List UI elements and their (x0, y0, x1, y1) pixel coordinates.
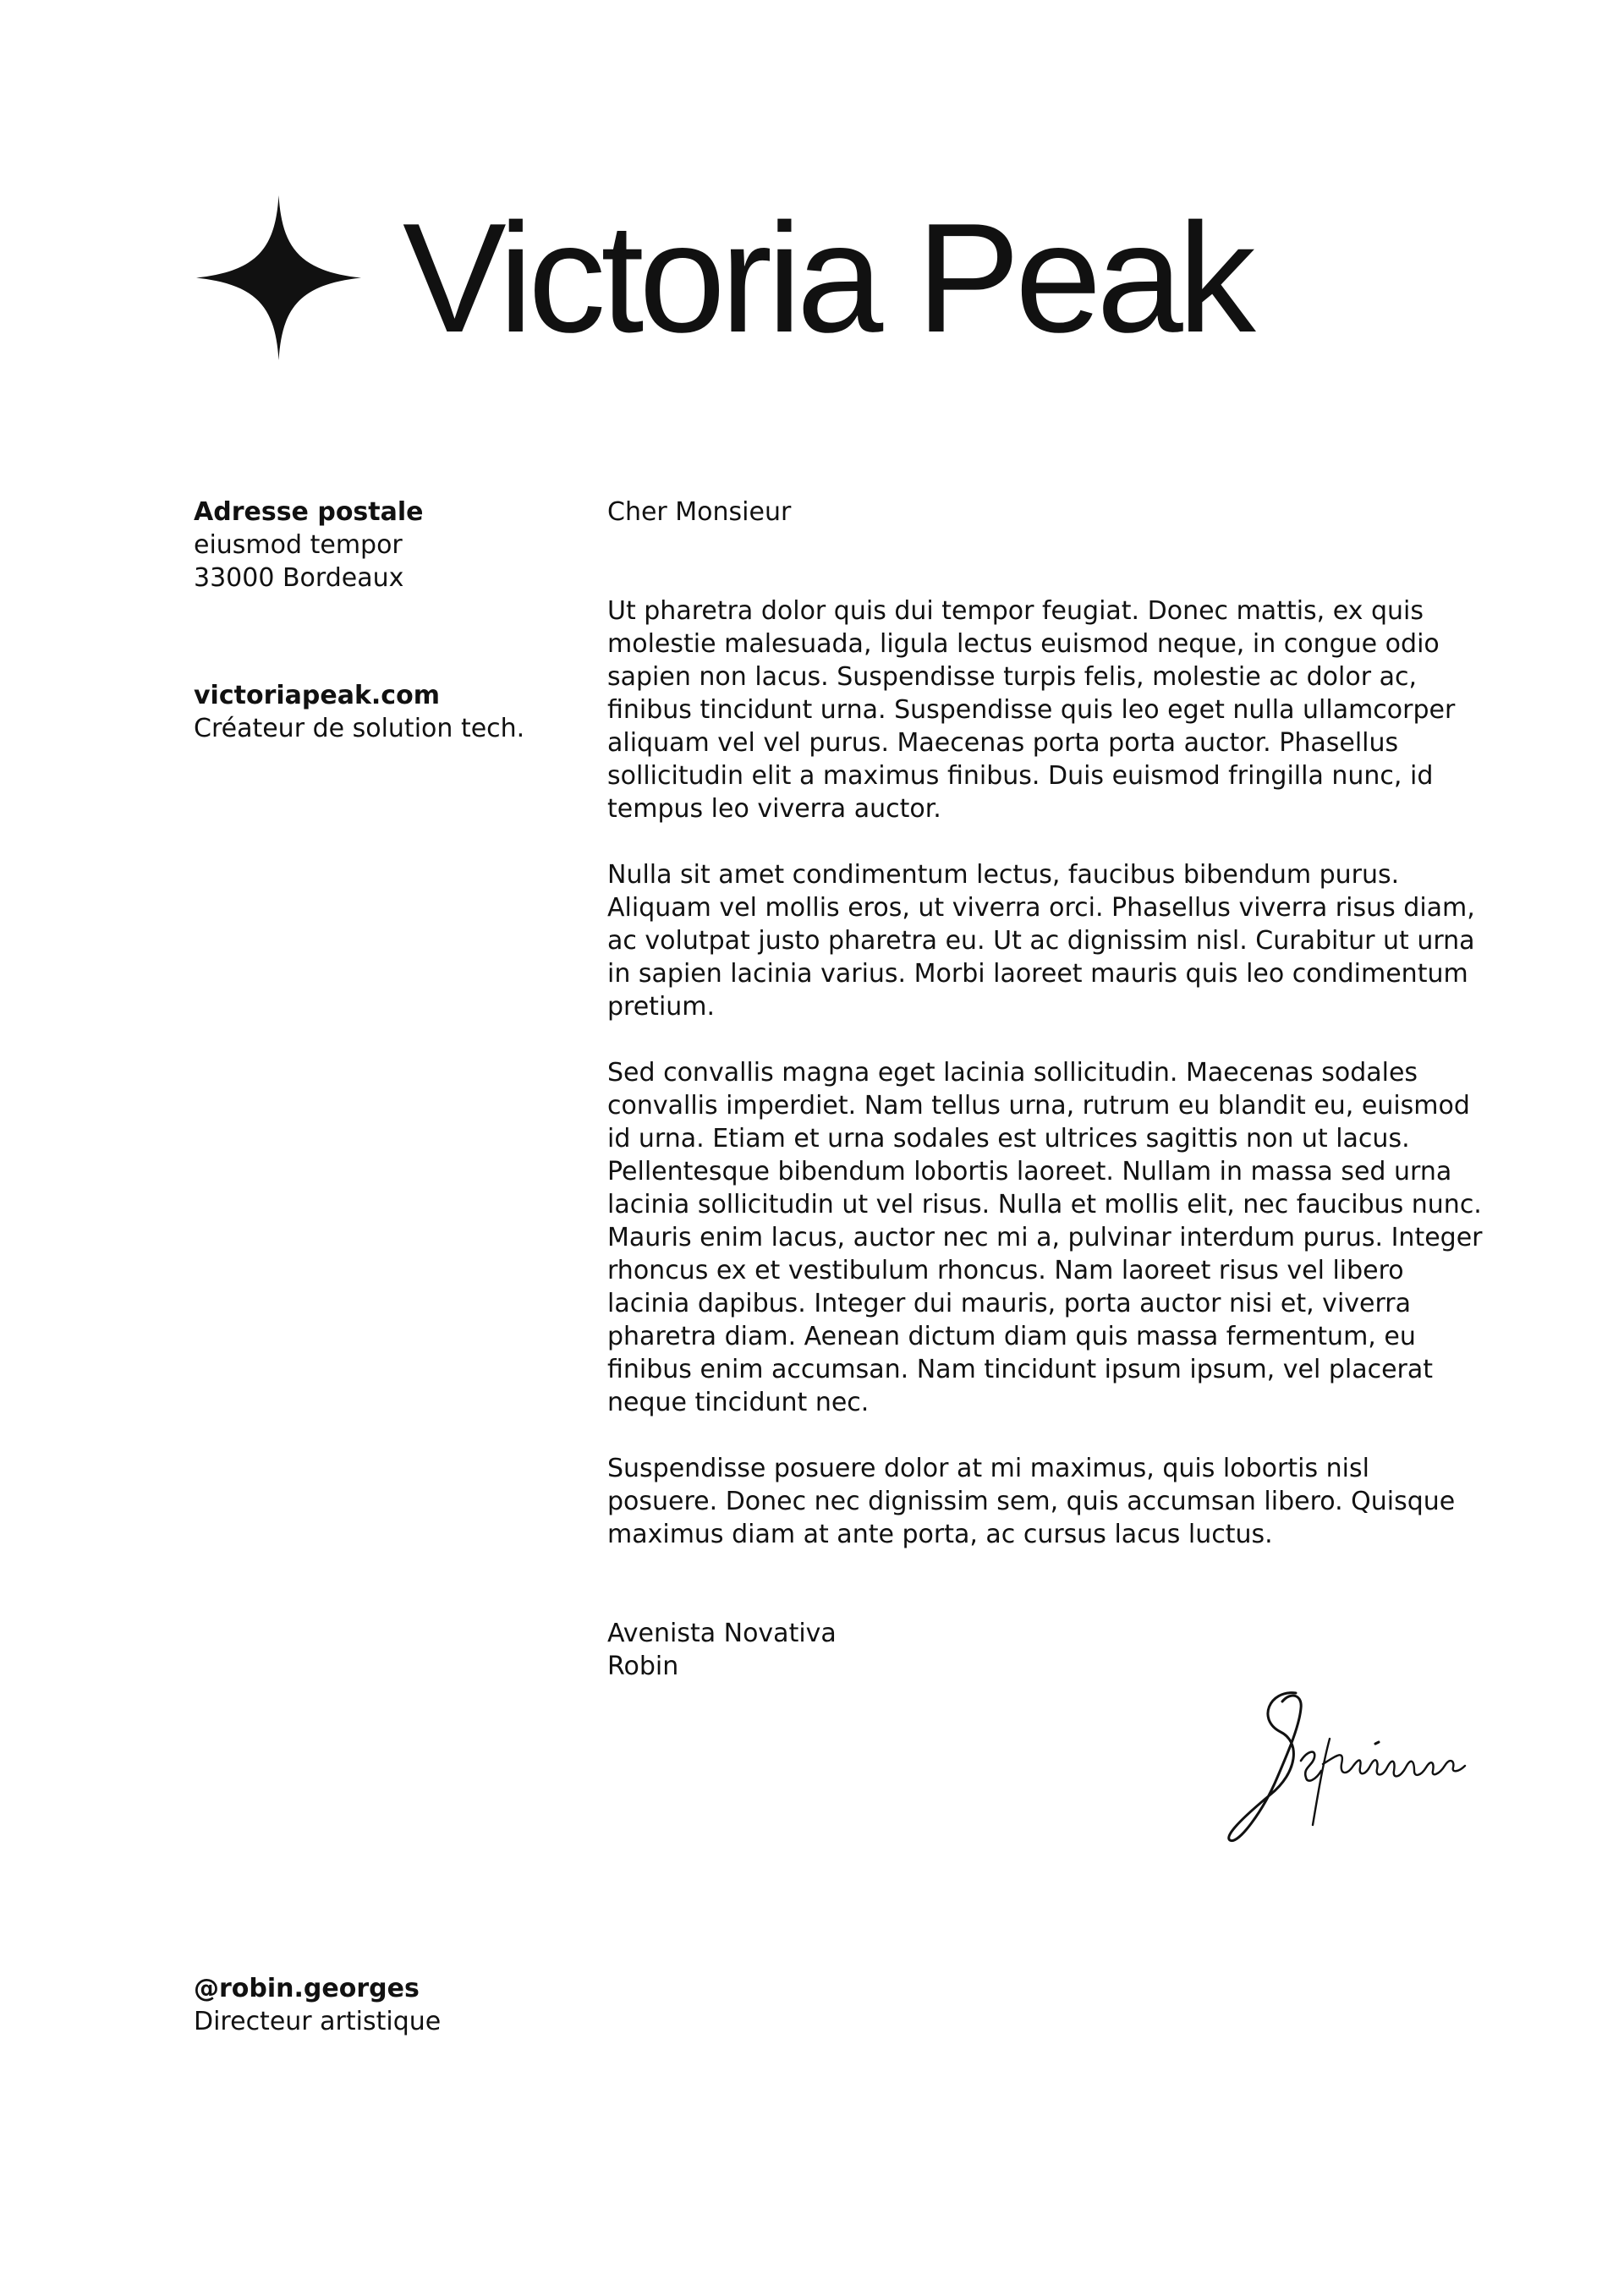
paragraph-2: Nulla sit amet condimentum lectus, faucibus bibendum purus. Aliquam vel mollis eros, ut viverra orci. Phasellus viverra risus diam, ac volutpat justo pharetra eu. Ut ac dignissim nisl. Curabitur ut urna in sapien lacinia varius. Morbi laoreet mauris quis leo condimentum pretium. (607, 860, 1475, 1022)
closing-name: Robin (607, 1652, 679, 1681)
sidebar (194, 496, 549, 830)
paragraph-1: Ut pharetra dolor quis dui tempor feugiat. Donec mattis, ex quis molestie malesuada, ligula lectus euismod neque, in congue odio sapien non lacus. Suspendisse turpis felis, molestie ac dolor ac, finibus tincidunt urna. Suspendisse quis leo eget nulla ullamcorper aliquam vel vel purus. Maecenas porta porta auctor. Phasellus sollicitudin elit a maximus finibus. Duis euismod fringilla nunc, id tempus leo viverra auctor. (607, 596, 1456, 824)
company-tagline: Créateur de solution tech. (194, 714, 525, 743)
handwritten-signature (1218, 1683, 1472, 1844)
closing (607, 1617, 1487, 1683)
address-line-2: 33000 Bordeaux (194, 563, 404, 593)
company-info (194, 679, 549, 745)
address-line-1: eiusmod tempor (194, 530, 403, 560)
paragraph-3: Sed convallis magna eget lacinia sollicitudin. Maecenas sodales convallis imperdiet. Nam tellus urna, rutrum eu blandit eu, euismod id urna. Etiam et urna sodales est ultrices sagittis non ut lacus. Pellentesque bibendum lobortis laoreet. Nullam in massa sed urna lacinia sollicitudin ut vel risus. Nulla et mollis elit, nec faucibus nunc. Mauris enim lacus, auctor nec mi a, pulvinar interdum purus. Integer rhoncus ex et vestibulum rhoncus. Nam laoreet risus vel libero lacinia dapibus. Integer dui mauris, porta auctor nisi et, viverra pharetra diam. Aenean dictum diam quis massa fermentum, eu finibus enim accumsan. Nam tincidunt ipsum ipsum, vel placerat neque tincidunt nec. (607, 1058, 1483, 1417)
paragraph-4: Suspendisse posuere dolor at mi maximus, quis lobortis nisl posuere. Donec nec dignissim sem, quis accumsan libero. Quisque maximus diam at ante porta, ac cursus lacus luctus. (607, 1454, 1456, 1549)
four-point-star-icon (196, 195, 361, 360)
greeting: Cher Monsieur (607, 497, 792, 527)
brand-name: Victoria Peak (403, 190, 1251, 364)
closing-company: Avenista Novativa (607, 1619, 837, 1648)
footer (194, 1972, 441, 2038)
author-role: Directeur artistique (194, 2007, 442, 2036)
header (196, 193, 361, 362)
address-title: Adresse postale (194, 497, 424, 527)
postal-address (194, 496, 549, 595)
letter-body (607, 496, 1487, 1683)
social-handle[interactable]: @robin.georges (194, 1974, 420, 2003)
website-link[interactable]: victoriapeak.com (194, 681, 440, 710)
